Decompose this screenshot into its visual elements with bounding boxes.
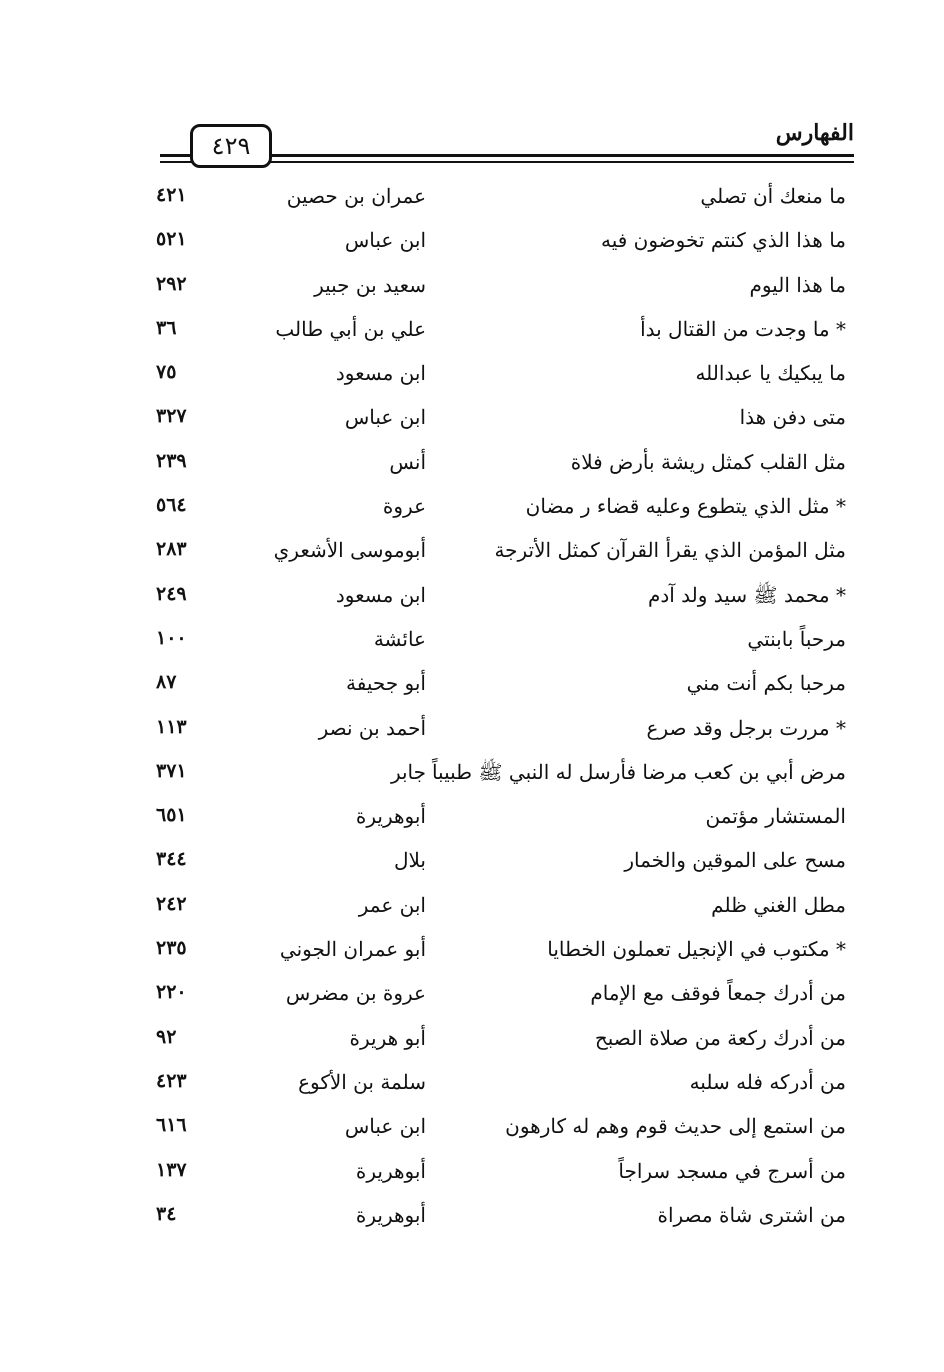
index-row bbox=[150, 218, 854, 262]
hadith-text: * مثل الذي يتطوع وعليه قضاء ر مضان bbox=[525, 494, 846, 519]
narrator-name: بلال bbox=[393, 848, 426, 873]
page-ref: ٢٤٩ bbox=[156, 582, 187, 605]
hadith-text: ما هذا الذي كنتم تخوضون فيه bbox=[600, 228, 846, 253]
narrator-name: أبوهريرة bbox=[355, 804, 426, 829]
hadith-text: متى دفن هذا bbox=[739, 405, 846, 430]
index-row bbox=[150, 706, 854, 750]
page-ref: ٦١٦ bbox=[156, 1114, 187, 1137]
hadith-text: من أسرج في مسجد سراجاً bbox=[618, 1158, 846, 1183]
index-list bbox=[150, 174, 854, 1237]
index-row bbox=[150, 174, 854, 218]
index-row bbox=[150, 883, 854, 927]
index-row bbox=[150, 661, 854, 705]
page-ref: ٤٢٣ bbox=[156, 1069, 187, 1092]
page-ref: ٢٣٩ bbox=[156, 449, 187, 472]
page-ref: ٧٥ bbox=[156, 361, 177, 384]
page-ref: ٥٦٤ bbox=[156, 494, 187, 517]
page-ref: ٩٢ bbox=[156, 1025, 177, 1048]
hadith-text: من أدرك جمعاً فوقف مع الإمام bbox=[590, 981, 846, 1006]
hadith-text: من اشترى شاة مصراة bbox=[657, 1202, 846, 1227]
page-ref: ٢٢٠ bbox=[156, 981, 187, 1004]
page-ref: ١١٣ bbox=[156, 715, 187, 738]
index-row bbox=[150, 440, 854, 484]
section-title: الفهارس bbox=[775, 120, 854, 146]
page-ref: ٣٢٧ bbox=[156, 405, 187, 428]
page-ref: ٨٧ bbox=[156, 671, 177, 694]
hadith-text: ما يبكيك يا عبدالله bbox=[695, 361, 846, 386]
narrator-name: سلمة بن الأكوع bbox=[298, 1069, 426, 1094]
page-ref: ٢٩٢ bbox=[156, 272, 187, 295]
hadith-text: من استمع إلى حديث قوم وهم له كارهون bbox=[505, 1114, 846, 1139]
narrator-name: سعيد بن جبير bbox=[314, 272, 426, 297]
page-ref: ٣٤ bbox=[156, 1202, 177, 1225]
narrator-name: عروة bbox=[382, 494, 426, 519]
hadith-text: من أدركه فله سلبه bbox=[689, 1069, 846, 1094]
page-ref: ٢٨٣ bbox=[156, 538, 187, 561]
page-ref: ٣٧١ bbox=[156, 759, 187, 782]
index-row bbox=[150, 528, 854, 572]
narrator-name: جابر bbox=[390, 759, 426, 784]
page-ref: ٣٦ bbox=[156, 316, 177, 339]
index-row bbox=[150, 1060, 854, 1104]
hadith-text: المستشار مؤتمن bbox=[705, 804, 846, 829]
hadith-text: ما هذا اليوم bbox=[749, 272, 846, 297]
hadith-text: مثل القلب كمثل ريشة بأرض فلاة bbox=[570, 449, 846, 474]
hadith-text: مطل الغني ظلم bbox=[711, 892, 846, 917]
hadith-text: * محمد ﷺ سيد ولد آدم bbox=[647, 582, 846, 607]
page-ref: ٤٢١ bbox=[156, 184, 187, 206]
hadith-text: ما منعك أن تصلي bbox=[700, 184, 846, 208]
narrator-name: أبوموسى الأشعري bbox=[273, 538, 426, 563]
index-row bbox=[150, 794, 854, 838]
index-row bbox=[150, 1193, 854, 1237]
index-row bbox=[150, 351, 854, 395]
narrator-name: ابن عباس bbox=[344, 228, 426, 253]
page-ref: ١٠٠ bbox=[156, 626, 187, 649]
hadith-text: مثل المؤمن الذي يقرأ القرآن كمثل الأترجة bbox=[494, 538, 846, 563]
page-ref: ٢٣٥ bbox=[156, 937, 187, 960]
narrator-name: ابن مسعود bbox=[335, 361, 426, 386]
hadith-text: * مكتوب في الإنجيل تعملون الخطايا bbox=[547, 937, 846, 962]
index-row bbox=[150, 838, 854, 882]
narrator-name: أبو هريرة bbox=[349, 1025, 426, 1050]
narrator-name: عروة بن مضرس bbox=[285, 981, 426, 1006]
narrator-name: أبوهريرة bbox=[355, 1202, 426, 1227]
hadith-text: * ما وجدت من القتال بدأ bbox=[640, 316, 846, 341]
page-ref: ١٣٧ bbox=[156, 1158, 187, 1181]
narrator-name: ابن عمر bbox=[358, 892, 426, 917]
index-row bbox=[150, 971, 854, 1015]
narrator-name: أحمد بن نصر bbox=[318, 715, 426, 740]
index-row bbox=[150, 750, 854, 794]
hadith-text: مرحبا بكم أنت مني bbox=[686, 671, 846, 696]
index-row bbox=[150, 484, 854, 528]
narrator-name: أبوهريرة bbox=[355, 1158, 426, 1183]
index-row bbox=[150, 573, 854, 617]
index-row bbox=[150, 395, 854, 439]
index-row bbox=[150, 307, 854, 351]
page-ref: ٣٤٤ bbox=[156, 848, 187, 871]
index-row bbox=[150, 617, 854, 661]
page-number-box bbox=[190, 124, 272, 168]
narrator-name: أبو عمران الجوني bbox=[279, 937, 426, 962]
narrator-name: ابن عباس bbox=[344, 405, 426, 430]
page-header bbox=[160, 120, 854, 170]
narrator-name: عائشة bbox=[373, 626, 426, 651]
hadith-text: من أدرك ركعة من صلاة الصبح bbox=[594, 1025, 846, 1050]
hadith-text: * مررت برجل وقد صرع bbox=[646, 715, 846, 740]
page-ref: ٢٤٢ bbox=[156, 892, 187, 915]
hadith-text: مرض أبي بن كعب مرضا فأرسل له النبي ﷺ طبيباً bbox=[431, 759, 846, 784]
page-number: ٤٢٩ bbox=[211, 132, 251, 160]
narrator-name: ابن مسعود bbox=[335, 582, 426, 607]
index-row bbox=[150, 1149, 854, 1193]
narrator-name: ابن عباس bbox=[344, 1114, 426, 1139]
hadith-text: مسح على الموقين والخمار bbox=[624, 848, 846, 873]
hadith-text: مرحباً بابنتي bbox=[747, 626, 846, 651]
narrator-name: علي بن أبي طالب bbox=[275, 316, 426, 341]
page-ref: ٥٢١ bbox=[156, 228, 187, 251]
page-ref: ٦٥١ bbox=[156, 804, 187, 827]
narrator-name: عمران بن حصين bbox=[286, 184, 426, 208]
narrator-name: أنس bbox=[389, 449, 426, 474]
index-row bbox=[150, 263, 854, 307]
index-row bbox=[150, 1016, 854, 1060]
narrator-name: أبو جحيفة bbox=[346, 671, 426, 696]
index-row bbox=[150, 1104, 854, 1148]
index-row bbox=[150, 927, 854, 971]
